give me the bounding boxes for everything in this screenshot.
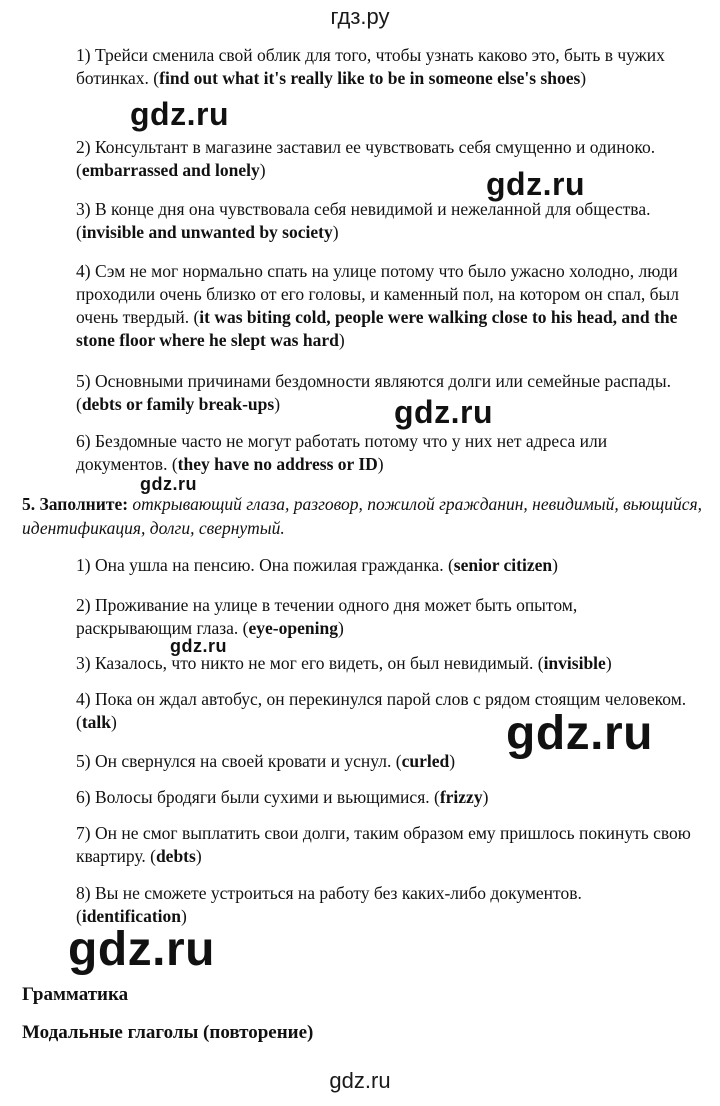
page-header: гдз.ру xyxy=(330,4,390,29)
task-words: открывающий глаза, разговор, пожилой гражданин, невидимый, вьющийся, идентификация, долги, свернутый. xyxy=(22,494,702,538)
task-label: 5. Заполните: xyxy=(22,494,129,514)
item-answer: frizzy xyxy=(439,787,483,807)
item-answer: invisible and unwanted by society xyxy=(81,222,333,242)
item-answer: they have no address or ID xyxy=(177,454,378,474)
item-close: ) xyxy=(605,653,612,673)
watermark: gdz.ru xyxy=(394,394,493,430)
item-close: ) xyxy=(449,751,456,771)
item-text: 4) Пока он ждал автобус, он перекинулся парой слов с рядом стоящим человеком. ( xyxy=(76,689,687,732)
answer-item xyxy=(76,198,696,244)
item-close: ) xyxy=(259,160,266,180)
answer-item xyxy=(76,44,696,90)
item-close: ) xyxy=(332,222,339,242)
watermark: gdz.ru xyxy=(506,707,653,760)
item-text: 6) Бездомные часто не могут работать потому что у них нет адреса или документов. ( xyxy=(76,431,608,474)
item-text: 5) Он свернулся на своей кровати и уснул. ( xyxy=(76,751,402,771)
item-answer: identification xyxy=(81,906,181,926)
item-answer: debts or family break-ups xyxy=(81,394,275,414)
item-text: 5) Основными причинами бездомности являются долги или семейные распады. ( xyxy=(76,371,671,414)
item-answer: senior citizen xyxy=(453,555,553,575)
page-footer: gdz.ru xyxy=(329,1068,391,1093)
item-text: 6) Волосы бродяги были сухими и вьющимися. ( xyxy=(76,787,440,807)
item-answer: talk xyxy=(81,712,112,732)
answer-item xyxy=(76,822,696,868)
item-close: ) xyxy=(337,618,344,638)
answer-item xyxy=(76,430,696,476)
task-instruction xyxy=(22,492,702,540)
answer-item xyxy=(76,594,696,640)
item-answer: curled xyxy=(401,751,450,771)
watermark: gdz.ru xyxy=(140,474,197,494)
item-text: 2) Проживание на улице в течении одного дня может быть опытом, раскрывающим глаза. ( xyxy=(76,595,578,638)
heading-modal-verbs: Модальные глаголы (повторение) xyxy=(22,1022,314,1043)
item-text: 8) Вы не сможете устроиться на работу без каких-либо документов. ( xyxy=(76,883,582,926)
heading-grammar: Грамматика xyxy=(22,984,129,1005)
item-close: ) xyxy=(195,846,202,866)
answer-item xyxy=(76,786,696,809)
item-close: ) xyxy=(111,712,117,732)
item-close: ) xyxy=(580,68,587,88)
item-close: ) xyxy=(274,394,281,414)
item-answer: embarrassed and lonely xyxy=(81,160,260,180)
item-text: 1) Трейси сменила свой облик для того, чтобы узнать каково это, быть в чужих ботинках. ( xyxy=(76,45,665,88)
item-close: ) xyxy=(377,454,384,474)
watermark: gdz.ru xyxy=(68,923,215,976)
item-text: 1) Она ушла на пенсию. Она пожилая гражданка. ( xyxy=(76,555,454,575)
item-close: ) xyxy=(482,787,489,807)
item-answer: debts xyxy=(155,846,196,866)
item-answer: invisible xyxy=(543,653,606,673)
answer-item xyxy=(76,554,696,577)
item-close: ) xyxy=(338,330,345,350)
answer-item xyxy=(76,652,696,675)
item-text: 7) Он не смог выплатить свои долги, таким образом ему пришлось покинуть свою квартиру. ( xyxy=(76,823,691,866)
answer-item xyxy=(76,370,696,416)
watermark: gdz.ru xyxy=(130,96,229,132)
item-text: 4) Сэм не мог нормально спать на улице потому что было ужасно холодно, люди проходили очень близко от его головы, и каменный пол, на котором он спал, был очень твердый. ( xyxy=(76,261,680,327)
watermark: gdz.ru xyxy=(170,636,227,656)
item-text: 3) Казалось, что никто не мог его видеть, он был невидимый. ( xyxy=(76,653,544,673)
answer-item xyxy=(76,136,696,182)
item-answer: eye-opening xyxy=(248,618,338,638)
item-text: 2) Консультант в магазине заставил ее чувствовать себя смущенно и одиноко. ( xyxy=(76,137,656,180)
item-close: ) xyxy=(181,906,187,926)
item-answer: find out what it's really like to be in someone else's shoes xyxy=(159,68,581,88)
item-text: 3) В конце дня она чувствовала себя невидимой и нежеланной для общества. ( xyxy=(76,199,651,242)
item-close: ) xyxy=(552,555,558,575)
watermark: gdz.ru xyxy=(486,166,585,202)
answer-item xyxy=(76,260,696,352)
item-answer: it was biting cold, people were walking close to his head, and the stone floor where he slept was hard xyxy=(76,307,678,350)
